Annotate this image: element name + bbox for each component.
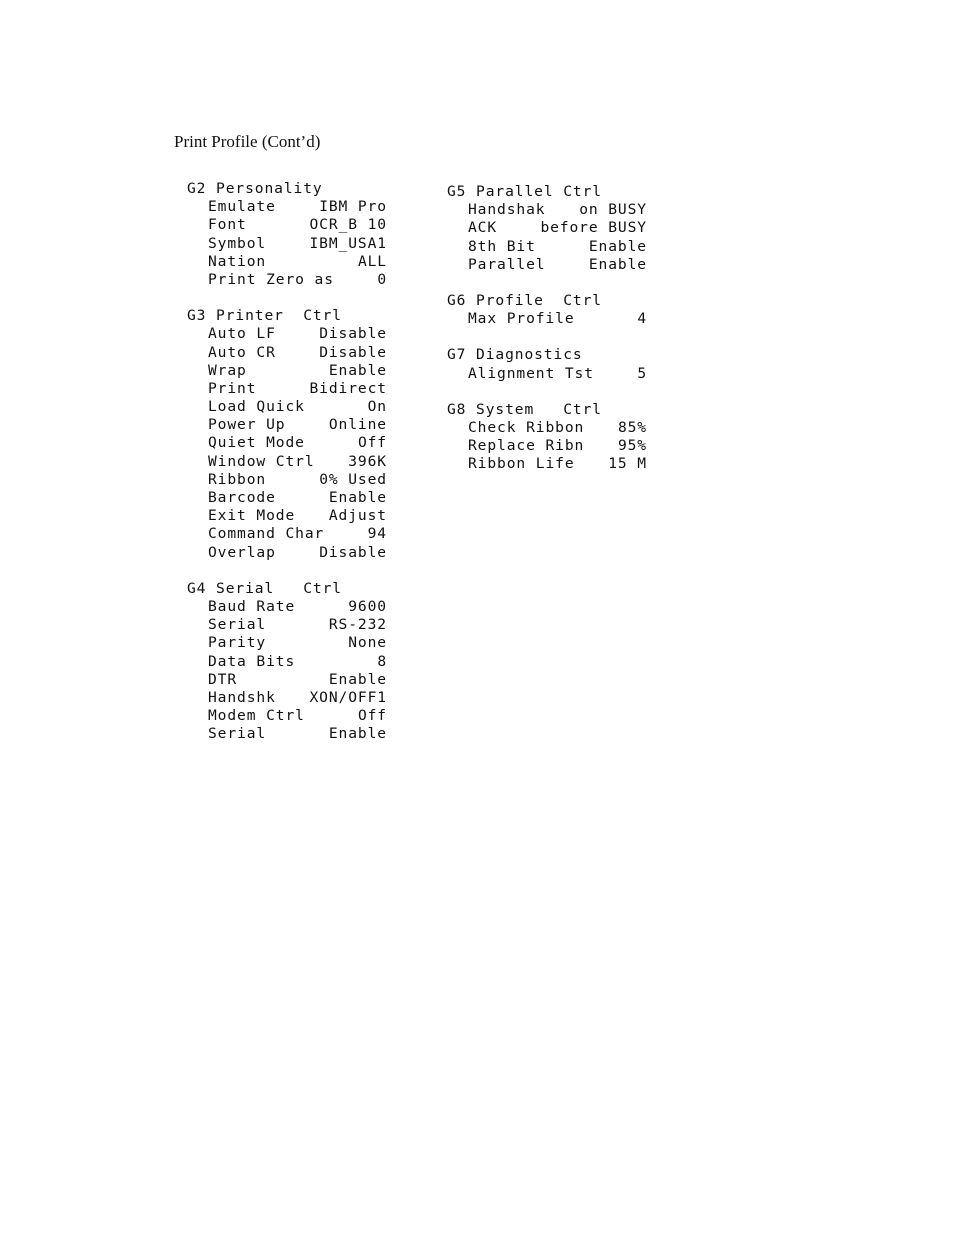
setting-label: Serial: [208, 616, 267, 634]
setting-row: [447, 437, 647, 455]
setting-row: [187, 344, 387, 362]
setting-row: [447, 455, 647, 473]
setting-label: Nation: [208, 252, 267, 270]
group-g5: [447, 183, 647, 274]
setting-value: 396K: [348, 452, 387, 470]
setting-row: [447, 238, 647, 256]
setting-value: RS-232: [328, 616, 387, 634]
setting-value: On: [367, 398, 387, 416]
setting-label: Quiet Mode: [208, 434, 305, 452]
setting-value: Off: [357, 707, 387, 725]
group-g2: [187, 180, 387, 289]
group-title: G4 Serial Ctrl: [187, 579, 342, 597]
setting-label: Baud Rate: [208, 597, 296, 615]
group-g3: [187, 307, 387, 562]
setting-label: Modem Ctrl: [208, 707, 305, 725]
setting-label: Print: [208, 379, 257, 397]
setting-value: Disable: [319, 343, 387, 361]
setting-row: [187, 725, 387, 743]
setting-value: IBM Pro: [319, 198, 387, 216]
setting-value: 9600: [348, 597, 387, 615]
group-title: G8 System Ctrl: [447, 400, 602, 418]
setting-value: 4: [637, 310, 647, 328]
setting-label: Check Ribbon: [468, 418, 585, 436]
setting-row: [187, 598, 387, 616]
setting-label: Symbol: [208, 234, 267, 252]
setting-value: Adjust: [328, 507, 387, 525]
setting-value: Enable: [588, 255, 647, 273]
setting-label: ACK: [468, 219, 498, 237]
setting-value: before BUSY: [540, 219, 647, 237]
setting-value: Enable: [328, 361, 387, 379]
setting-value: 95%: [617, 437, 647, 455]
setting-row: [187, 325, 387, 343]
setting-value: Disable: [319, 325, 387, 343]
group-g6: [447, 292, 647, 328]
setting-label: DTR: [208, 670, 238, 688]
setting-value: Off: [357, 434, 387, 452]
setting-label: Emulate: [208, 198, 276, 216]
setting-label: Command Char: [208, 525, 325, 543]
setting-label: Wrap: [208, 361, 247, 379]
group-title: G5 Parallel Ctrl: [447, 183, 602, 200]
setting-row: [187, 398, 387, 416]
setting-value: Enable: [328, 670, 387, 688]
setting-row: [187, 416, 387, 434]
setting-row: [187, 453, 387, 471]
setting-label: Max Profile: [468, 310, 575, 328]
setting-value: 15 M: [608, 455, 647, 473]
setting-value: IBM_USA1: [309, 234, 387, 252]
setting-label: Ribbon Life: [468, 455, 575, 473]
setting-label: Handshk: [208, 688, 276, 706]
setting-value: Online: [328, 416, 387, 434]
setting-label: Ribbon: [208, 470, 267, 488]
setting-row: [447, 365, 647, 383]
setting-label: Data Bits: [208, 652, 296, 670]
setting-value: Enable: [588, 237, 647, 255]
setting-value: 94: [367, 525, 387, 543]
setting-label: Handshak: [468, 201, 546, 219]
setting-value: on BUSY: [579, 201, 647, 219]
group-g7: [447, 346, 647, 382]
setting-row: [187, 653, 387, 671]
setting-row: [187, 544, 387, 562]
setting-value: 0: [377, 270, 387, 288]
setting-label: Font: [208, 216, 247, 234]
setting-label: 8th Bit: [468, 237, 536, 255]
setting-label: Alignment Tst: [468, 364, 594, 382]
setting-row: [187, 689, 387, 707]
setting-label: Exit Mode: [208, 507, 296, 525]
setting-value: Enable: [328, 489, 387, 506]
setting-label: Auto CR: [208, 343, 276, 361]
setting-label: Power Up: [208, 416, 286, 434]
setting-row: [447, 256, 647, 274]
setting-label: Parallel: [468, 255, 546, 273]
setting-row: [447, 310, 647, 328]
group-g4: [187, 580, 387, 744]
setting-label: Barcode: [208, 489, 276, 506]
setting-value: 0% Used: [319, 470, 387, 488]
setting-row: [187, 707, 387, 725]
group-title: G6 Profile Ctrl: [447, 291, 602, 309]
setting-row: [187, 253, 387, 271]
group-title: G3 Printer Ctrl: [187, 307, 342, 325]
setting-row: [187, 471, 387, 489]
setting-label: Print Zero as: [208, 270, 334, 288]
group-title: G7 Diagnostics: [447, 346, 583, 364]
setting-row: [447, 419, 647, 437]
setting-value: ALL: [357, 252, 387, 270]
group-title: G2 Personality: [187, 180, 323, 197]
setting-value: Disable: [319, 543, 387, 561]
setting-value: 5: [637, 364, 647, 382]
setting-value: Enable: [328, 725, 387, 743]
setting-value: XON/OFF1: [309, 688, 387, 706]
setting-row: [187, 525, 387, 543]
setting-row: [187, 271, 387, 289]
setting-row: [187, 380, 387, 398]
setting-value: Bidirect: [309, 379, 387, 397]
setting-label: Parity: [208, 634, 267, 652]
setting-row: [447, 219, 647, 237]
setting-row: [187, 507, 387, 525]
setting-row: [187, 362, 387, 380]
setting-row: [187, 216, 387, 234]
setting-label: Window Ctrl: [208, 452, 315, 470]
setting-row: [447, 201, 647, 219]
setting-row: [187, 198, 387, 216]
setting-row: [187, 489, 387, 507]
left-column: [187, 180, 387, 761]
setting-label: Auto LF: [208, 325, 276, 343]
setting-row: [187, 434, 387, 452]
setting-value: 85%: [617, 418, 647, 436]
setting-row: [187, 634, 387, 652]
setting-label: Replace Ribn: [468, 437, 585, 455]
right-column: [447, 183, 647, 491]
page-title: Print Profile (Cont’d): [174, 132, 321, 151]
setting-value: OCR_B 10: [309, 216, 387, 234]
setting-label: Load Quick: [208, 398, 305, 416]
setting-row: [187, 671, 387, 689]
setting-row: [187, 235, 387, 253]
group-g8: [447, 401, 647, 474]
setting-value: None: [348, 634, 387, 652]
setting-label: Serial: [208, 725, 267, 743]
setting-row: [187, 616, 387, 634]
setting-value: 8: [377, 652, 387, 670]
setting-label: Overlap: [208, 543, 276, 561]
